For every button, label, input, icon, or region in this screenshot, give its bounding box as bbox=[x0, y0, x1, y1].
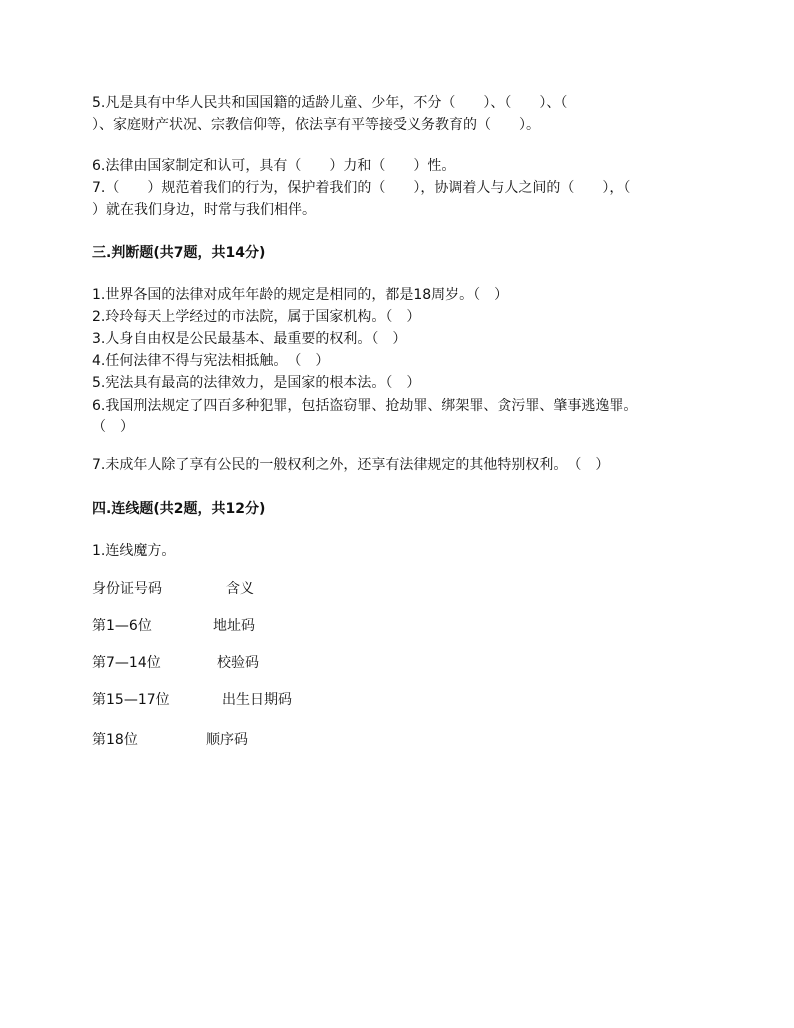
matching-row-2 bbox=[92, 616, 255, 636]
judgement-item-1: 1.世界各国的法律对成年年龄的规定是相同的，都是18周岁。（ ） bbox=[92, 287, 509, 303]
judgement-item-3: 3.人身自由权是公民最基本、最重要的权利。（ ） bbox=[92, 331, 407, 347]
judgement-item-4: 4.任何法律不得与宪法相抵触。 （ ） bbox=[92, 353, 330, 369]
matching-row-5 bbox=[92, 730, 248, 750]
matching-row-4 bbox=[92, 690, 292, 710]
question-5-line-1: 5.凡是具有中华人民共和国国籍的适龄儿童、少年，不分（ ）、（ ）、（ bbox=[92, 95, 568, 111]
matching-left: 第1—6位 bbox=[92, 618, 152, 634]
judgement-item-6: 6.我国刑法规定了四百多种犯罪，包括盗窃罪、抢劫罪、绑架罪、贪污罪、肇事逃逸罪。 bbox=[92, 398, 638, 414]
matching-left: 第15—17位 bbox=[92, 692, 170, 708]
matching-question-1: 1.连线魔方。 bbox=[92, 543, 176, 559]
section-heading-judgement: 三.判断题(共7题，共14分) bbox=[92, 245, 266, 261]
matching-row-1 bbox=[92, 579, 254, 599]
question-7-line-2: ）就在我们身边，时常与我们相伴。 bbox=[92, 202, 316, 218]
judgement-item-6-blank: （ ） bbox=[92, 419, 134, 435]
question-5-line-2: ）、家庭财产状况、宗教信仰等，依法享有平等接受义务教育的（ ）。 bbox=[92, 117, 540, 133]
question-7-line-1: 7.（ ）规范着我们的行为，保护着我们的（ ），协调着人与人之间的（ ），（ bbox=[92, 180, 631, 196]
judgement-item-5: 5.宪法具有最高的法律效力，是国家的根本法。（ ） bbox=[92, 375, 421, 391]
matching-left: 第18位 bbox=[92, 732, 138, 748]
section-heading-matching: 四.连线题(共2题，共12分) bbox=[92, 501, 266, 517]
matching-left: 第7—14位 bbox=[92, 655, 161, 671]
matching-right: 地址码 bbox=[213, 618, 255, 634]
matching-right: 含义 bbox=[226, 581, 254, 597]
matching-right: 校验码 bbox=[217, 655, 259, 671]
judgement-item-7: 7.未成年人除了享有公民的一般权利之外，还享有法律规定的其他特别权利。 （ ） bbox=[92, 457, 610, 473]
matching-left: 身份证号码 bbox=[92, 581, 162, 597]
judgement-item-2: 2.玲玲每天上学经过的市法院，属于国家机构。（ ） bbox=[92, 309, 421, 325]
matching-right: 出生日期码 bbox=[222, 692, 292, 708]
matching-row-3 bbox=[92, 653, 259, 673]
matching-right: 顺序码 bbox=[206, 732, 248, 748]
question-6: 6.法律由国家制定和认可，具有（ ）力和（ ）性。 bbox=[92, 158, 456, 174]
